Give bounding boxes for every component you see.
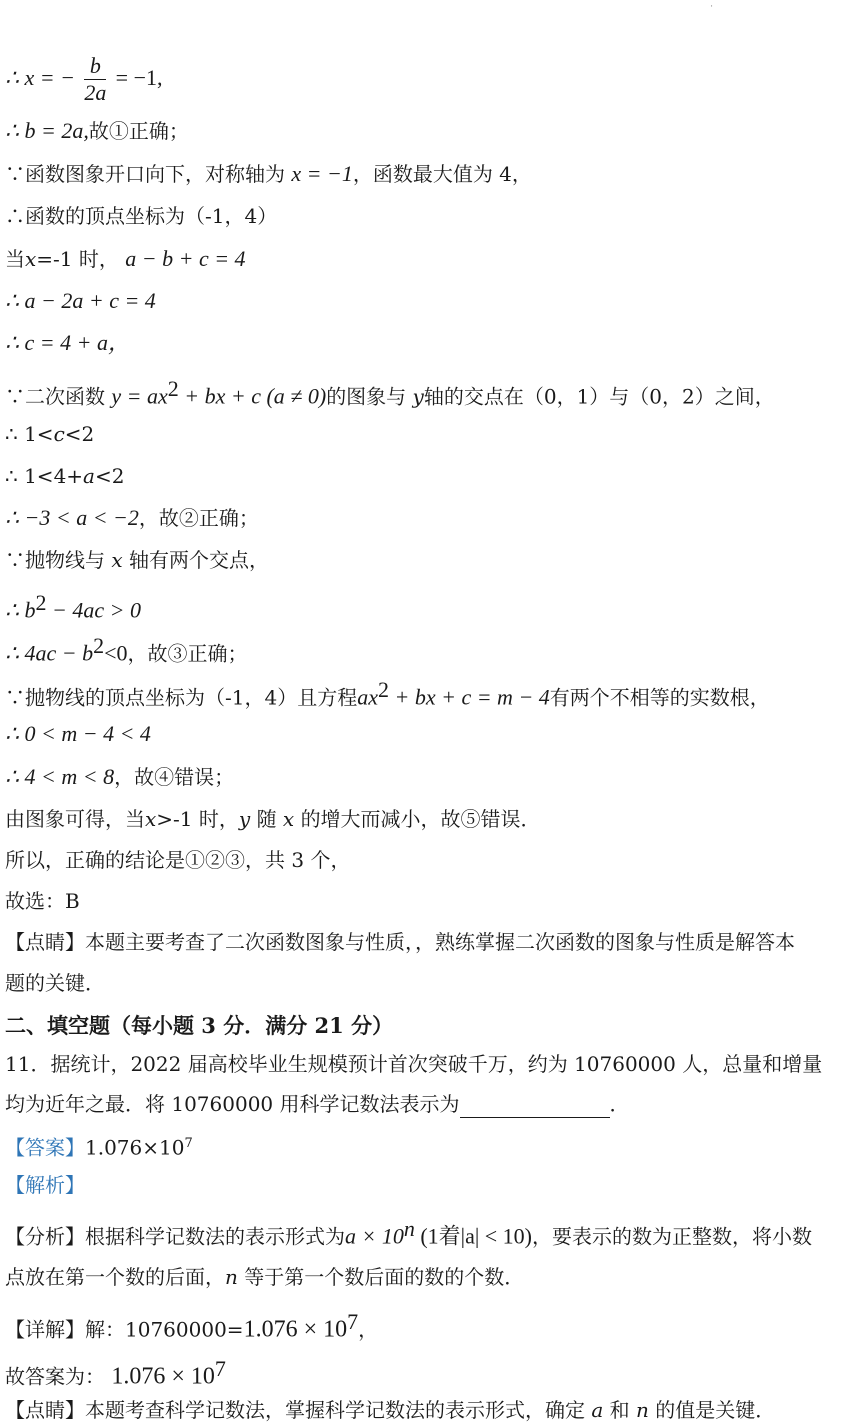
text: 【点睛】本题考查科学记数法，掌握科学记数法的表示形式，确定 bbox=[5, 1398, 585, 1422]
line-b-equals-2a bbox=[5, 117, 837, 145]
line-vertex bbox=[5, 202, 837, 230]
line-conclusion bbox=[5, 846, 837, 874]
text: ，要表示的数为正整数，将小数 bbox=[532, 1224, 812, 1249]
text: ∵函数图象开口向下，对称轴为 bbox=[5, 162, 285, 186]
superscript: 2 bbox=[93, 633, 105, 658]
line-when-x bbox=[5, 245, 837, 273]
text: 题的关键． bbox=[5, 971, 105, 995]
math-text: ∴ c = 4 + a， bbox=[5, 330, 130, 355]
text: ∵抛物线的顶点坐标为（-1，4）且方程 bbox=[5, 685, 358, 710]
text: 等于第一个数后面的数的个数． bbox=[244, 1265, 525, 1289]
line-from-graph bbox=[5, 805, 837, 833]
line-comment-1 bbox=[5, 928, 837, 956]
math-text: ∴ 4ac − b bbox=[5, 640, 94, 666]
math-text: (1着|a| < 10) bbox=[414, 1223, 532, 1249]
variable: y bbox=[412, 384, 424, 409]
section-heading bbox=[5, 1012, 837, 1040]
math-text: a × 10 bbox=[345, 1223, 404, 1249]
text: 【分析】根据科学记数法的表示形式为 bbox=[5, 1224, 345, 1249]
text: ∴ 1< bbox=[5, 422, 54, 446]
line-c-equals bbox=[5, 329, 837, 357]
math-text: 1.076 × 10 bbox=[243, 1316, 348, 1343]
detail-line bbox=[5, 1308, 837, 1344]
text: 随 bbox=[256, 807, 277, 831]
answer-line bbox=[5, 1130, 837, 1162]
text: 的值是关键． bbox=[655, 1398, 776, 1422]
variable: c bbox=[53, 422, 65, 446]
superscript: 7 bbox=[347, 1309, 359, 1334]
text: ∴函数的顶点坐标为（-1，4） bbox=[5, 204, 278, 228]
math-text: ax bbox=[357, 684, 378, 710]
fraction bbox=[84, 53, 106, 106]
text: 由图象可得，当 bbox=[5, 807, 145, 831]
variable: x bbox=[111, 548, 123, 572]
text: <2 bbox=[64, 422, 95, 446]
line-a-range bbox=[5, 504, 837, 532]
line-opening-down bbox=[5, 160, 837, 188]
superscript: 7 bbox=[214, 1356, 226, 1381]
text: 所以，正确的结论是①②③，共 3 个， bbox=[5, 848, 351, 872]
math-text: a − b + c = 4 bbox=[125, 246, 246, 271]
text: 有两个不相等的实数根， bbox=[549, 685, 770, 710]
final-answer-line bbox=[5, 1355, 837, 1391]
math-text: 1.076 × 10 bbox=[111, 1363, 215, 1390]
math-text: + bx + c = m − 4 bbox=[388, 684, 550, 710]
math-text: ∴ b bbox=[5, 597, 36, 623]
text: 故①正确； bbox=[88, 119, 189, 143]
question-11-line-1 bbox=[5, 1050, 837, 1078]
analysis-line-1 bbox=[5, 1215, 837, 1251]
answer-label: 【答案】 bbox=[5, 1135, 85, 1160]
text: 的图象与 bbox=[326, 384, 407, 409]
line-equation-roots bbox=[5, 676, 837, 712]
line-comment-2 bbox=[5, 969, 837, 997]
question-text: 均为近年之最．将 10760000 用科学记数法表示为 bbox=[5, 1092, 460, 1116]
text: ，故③正确； bbox=[127, 641, 248, 666]
variable: y bbox=[238, 807, 251, 831]
line-4ac-minus-b2 bbox=[5, 632, 837, 668]
line-a-range-raw bbox=[5, 462, 837, 490]
variable: x bbox=[145, 807, 157, 831]
line-m-range bbox=[5, 763, 837, 791]
question-text: 11．据统计，2022 届高校毕业生规模预计首次突破千万，约为 10760000 人，总量和增量 bbox=[5, 1052, 823, 1076]
text: 轴的交点在（0，1）与（0，2）之间， bbox=[423, 384, 775, 409]
text: 【详解】解：10760000= bbox=[5, 1317, 244, 1342]
superscript: 2 bbox=[377, 677, 389, 702]
superscript: n bbox=[403, 1216, 415, 1241]
text: ∴ 1<4+ bbox=[5, 464, 84, 488]
math-text: ∴ −3 < a < −2 bbox=[5, 505, 139, 530]
comment-line-final bbox=[5, 1396, 837, 1424]
text: 轴有两个交点， bbox=[129, 548, 269, 572]
text: 故选：B bbox=[5, 889, 80, 913]
superscript: 2 bbox=[167, 376, 179, 401]
variable: a bbox=[83, 464, 95, 488]
analysis-line-2 bbox=[5, 1263, 837, 1291]
line-x-equals bbox=[5, 50, 837, 106]
math-text: − 4ac > 0 bbox=[46, 597, 141, 623]
text: >-1 时， bbox=[156, 807, 239, 831]
math-text: = −1, bbox=[115, 65, 163, 90]
text: ∵抛物线与 bbox=[5, 548, 105, 572]
math-text: ∴ 4 < m < 8 bbox=[5, 764, 115, 789]
line-m-range-raw bbox=[5, 720, 837, 748]
text: ，故②正确； bbox=[138, 506, 259, 530]
superscript: 2 bbox=[35, 590, 47, 615]
line-a-minus-2a bbox=[5, 287, 837, 315]
line-c-range bbox=[5, 420, 837, 448]
variable: n bbox=[225, 1265, 238, 1289]
math-text: + bx + c (a ≠ 0) bbox=[178, 383, 327, 409]
text: 【点睛】本题主要考查了二次函数图象与性质，，熟练掌握二次函数的图象与性质是解答本 bbox=[5, 930, 795, 954]
answer-value: 1.076×10 bbox=[85, 1135, 185, 1160]
text: 当 bbox=[5, 247, 25, 271]
math-text: <0 bbox=[104, 640, 128, 666]
text: 点放在第一个数的后面， bbox=[5, 1265, 225, 1289]
analysis-header bbox=[5, 1171, 837, 1199]
text: =-1 时， bbox=[36, 247, 119, 271]
math-text: ∴ a − 2a + c = 4 bbox=[5, 288, 156, 313]
text: ，函数最大值为 4， bbox=[352, 162, 532, 186]
analysis-label: 【解析】 bbox=[5, 1173, 85, 1197]
line-choice bbox=[5, 887, 837, 915]
question-11-line-2 bbox=[5, 1090, 837, 1118]
math-text: ∴ x = − bbox=[5, 65, 75, 90]
fraction-denominator: 2a bbox=[84, 80, 107, 105]
fraction-numerator: b bbox=[84, 53, 106, 80]
variable: n bbox=[636, 1398, 649, 1422]
math-text: y = ax bbox=[111, 383, 168, 409]
math-text: ∴ b = 2a, bbox=[5, 118, 89, 143]
variable: x bbox=[25, 247, 37, 271]
corner-dot: · bbox=[710, 2, 713, 12]
text: 和 bbox=[609, 1398, 630, 1422]
line-discriminant bbox=[5, 589, 837, 625]
math-text: ∴ 0 < m − 4 < 4 bbox=[5, 721, 151, 746]
line-two-intersections bbox=[5, 546, 837, 574]
answer-blank bbox=[460, 1095, 610, 1118]
text: ∵二次函数 bbox=[5, 384, 105, 409]
superscript: 7 bbox=[184, 1136, 193, 1151]
text: ，故④错误； bbox=[114, 765, 235, 789]
text: ， bbox=[358, 1317, 379, 1342]
section-title: 二、填空题（每小题 3 分．满分 21 分） bbox=[5, 1013, 394, 1038]
variable: x bbox=[282, 807, 295, 831]
math-text: x = −1 bbox=[291, 161, 353, 186]
text: 故答案为： bbox=[5, 1364, 105, 1389]
text: <2 bbox=[94, 464, 125, 488]
line-quadratic-intersection bbox=[5, 375, 837, 411]
text: 的增大而减小，故⑤错误． bbox=[300, 807, 541, 831]
variable: a bbox=[591, 1398, 604, 1422]
text: ． bbox=[609, 1092, 630, 1116]
